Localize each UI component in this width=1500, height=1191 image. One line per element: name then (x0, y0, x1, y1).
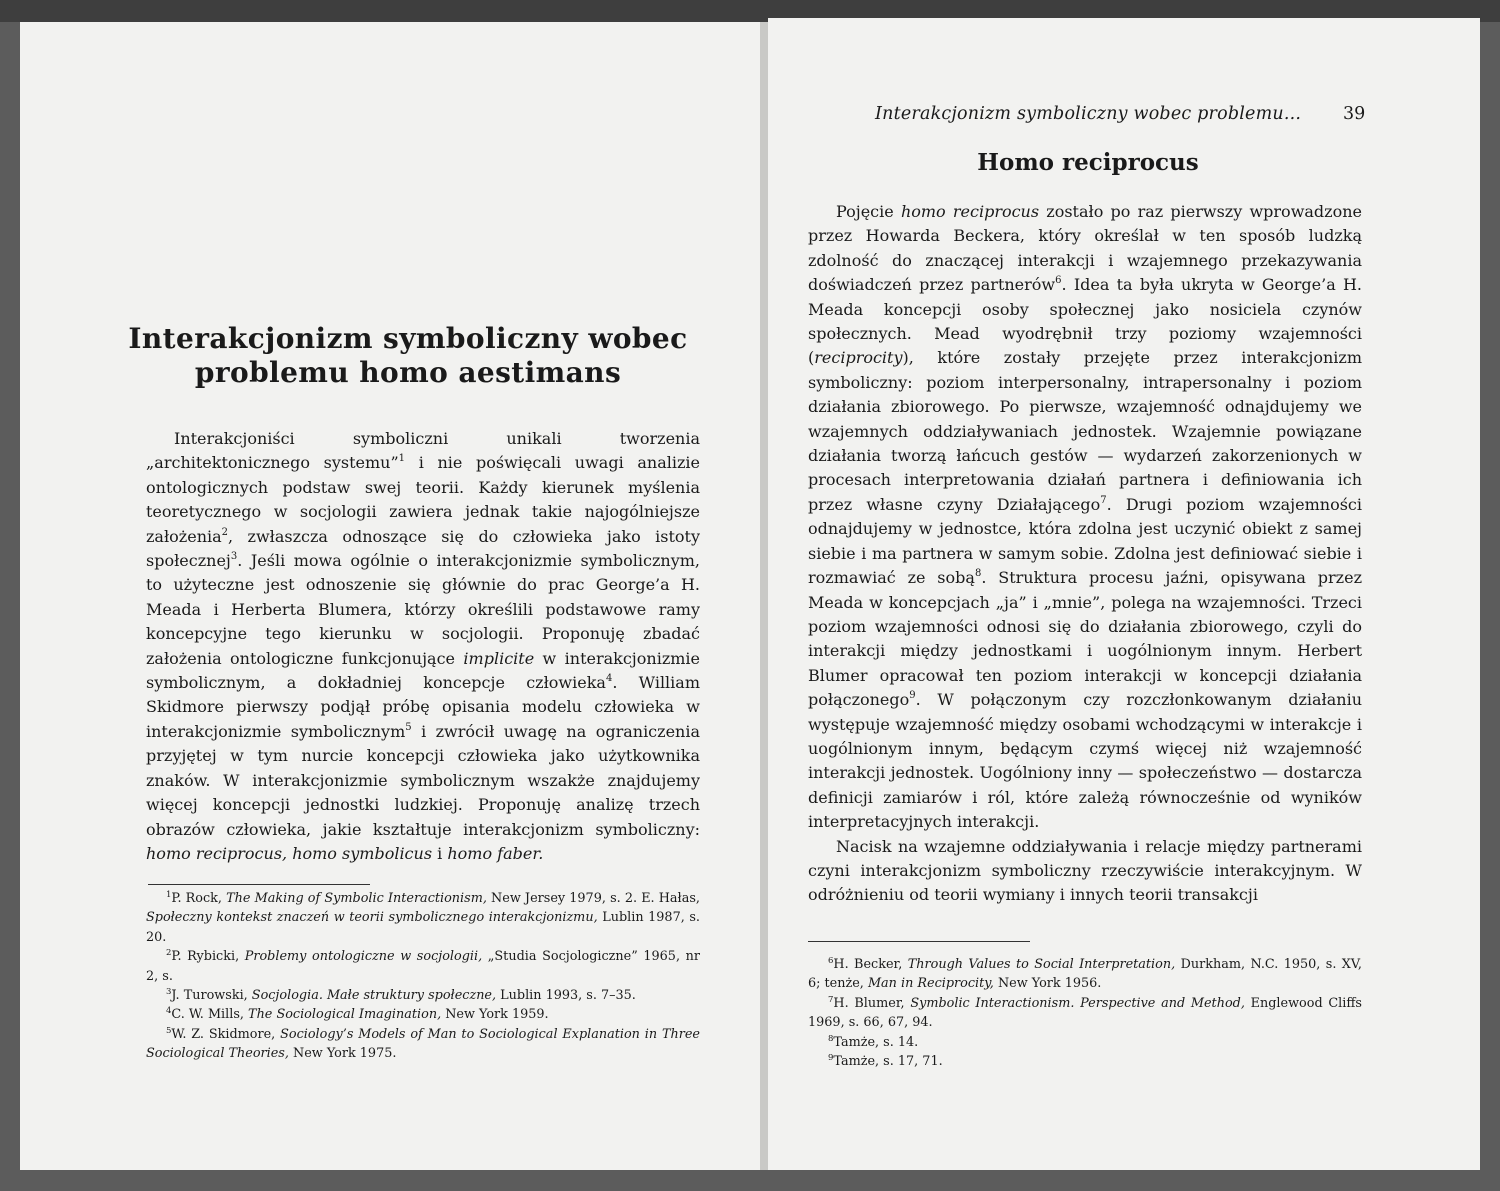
left-body-text (146, 427, 700, 866)
text-run: H. Blumer, (833, 995, 911, 1011)
text-run: Tamże, s. 17, 71. (833, 1054, 943, 1070)
text-run: Interakcjoniści symboliczni unikali tworzenia „architektonicznego systemu” (146, 429, 700, 473)
text-run: i zwrócił uwagę na ograniczenia przyjętej w tym nurcie koncepcji człowieka jako użytkownika znaków. W interakcjonizmie symbolicznym wszakże znajdujemy więcej koncepcji jednostki ludzkiej. Proponuję analizę trzech obrazów człowieka, jakie kształtuje interakcjonizm symboliczny: (146, 721, 700, 839)
footnote (808, 1052, 1362, 1071)
footnote-marker: 7 (1100, 494, 1107, 506)
italic-text: Problemy ontologiczne w socjologii, (244, 949, 483, 965)
footnote-marker: 2 (221, 526, 229, 538)
text-run: „Studia Socjologiczne” 1965, nr 2, s. (146, 949, 700, 984)
text-run: . W połączonym czy rozczłonkowanym działaniu występuje wzajemność między osobami wchodzącymi w interakcje i uogólnionym innym, będącym czymś więcej niż wzajemność interakcji jednostek. Uogólniony inny — społeczeństwo — dostarcza definicji zamiarów i ról, które zależą równocześnie od wyników interpretacyjnych interakcji. (808, 690, 1362, 832)
text-run: . Drugi poziom wzajemności odnajdujemy w jednostce, która zdolna jest uczynić obiekt z samej siebie i ma partnera w samym sobie. Zdolna jest definiować siebie i rozmawiać ze sobą (808, 494, 1363, 588)
text-run: i (432, 843, 448, 863)
text-run: W. Z. Skidmore, (171, 1026, 281, 1042)
text-run: Lublin 1993, s. 7–35. (496, 988, 636, 1004)
page-number: 39 (1343, 104, 1366, 124)
text-run: . Idea ta była ukryta w George’a H. Meada koncepcji osoby społecznej jako nosiciela czynów społecznych. Mead wyodrębnił trzy poziomy wzajemności ( (808, 275, 1363, 368)
paragraph (808, 835, 1362, 908)
footnote-marker: 3 (230, 551, 238, 563)
italic-text: Społeczny kontekst znaczeń w teorii symbolicznego interakcjonizmu, (146, 910, 598, 926)
text-run: C. W. Mills, (171, 1007, 249, 1023)
footnote-marker: 7 (828, 994, 834, 1005)
footnote (808, 994, 1362, 1033)
footnote (146, 986, 700, 1005)
footnote-marker: 2 (166, 948, 172, 959)
text-run: Pojęcie (836, 202, 901, 221)
footnote-marker: 6 (828, 956, 834, 966)
text-run: Tamże, s. 14. (833, 1034, 919, 1050)
text-run: . Jeśli mowa ogólnie o interakcjonizmie symbolicznym, to użyteczne jest odnoszenie się głównie do prac George’a H. Meada i Herberta Blumera, którzy określili podstawowe ramy koncepcyjne tego kierunku w socjologii. Proponuję zbadać założenia ontologiczne funkcjonujące (146, 551, 700, 668)
footnote-rule (148, 884, 370, 885)
footnote-marker: 4 (605, 673, 613, 685)
footnote-marker: 9 (828, 1053, 834, 1064)
text-run: . Struktura procesu jaźni, opisywana przez Meada w koncepcjach „ja” i „mnie”, polega na wzajemności. Trzeci poziom wzajemności odnosi się do działania zbiorowego, czyli do interakcji między jednostkami i uogólnionym innym. Herbert Blumer opracował ten poziom interakcji w koncepcji działania połączonego (808, 568, 1362, 710)
text-run: zostało po raz pierwszy wprowadzone przez Howarda Beckera, który określał w ten sposób ludzką zdolność do znaczącej interakcji i wzajemnego przekazywania doświadczeń przez partnerów (808, 202, 1363, 295)
italic-text: homo reciprocus (900, 202, 1040, 221)
footnote-marker: 5 (166, 1025, 172, 1036)
italic-text: The Making of Symbolic Interactionism, (226, 891, 487, 906)
chapter-title: Interakcjonizm symboliczny wobec problemu homo aestimans (128, 322, 688, 389)
text-run: P. Rybicki, (171, 949, 245, 965)
footnote-marker: 3 (166, 987, 172, 998)
footnote-marker: 4 (166, 1006, 172, 1017)
left-page (20, 22, 762, 1170)
right-footnotes (808, 955, 1362, 1071)
footnote-marker: 1 (166, 890, 172, 900)
footnote-marker: 9 (909, 690, 916, 702)
text-run: New Jersey 1979, s. 2. E. Hałas, (486, 891, 700, 906)
italic-text: The Sociological Imagination, (248, 1007, 442, 1023)
right-page (768, 18, 1480, 1170)
footnote-marker: 5 (405, 721, 412, 733)
footnote (146, 1005, 700, 1024)
italic-text: Socjologia. Małe struktury społeczne, (251, 988, 497, 1004)
italic-text: homo faber. (447, 843, 544, 863)
text-run: w interakcjonizmie symbolicznym, a dokładniej koncepcje człowieka (146, 648, 701, 693)
italic-text: Man in Reciprocity, (867, 976, 994, 992)
text-run: , zwłaszcza odnoszące się do człowieka jako istoty społecznej (146, 526, 700, 571)
left-footnotes (146, 889, 700, 1064)
text-run: New York 1959. (441, 1007, 549, 1023)
italic-text: homo reciprocus, homo symbolicus (146, 843, 433, 863)
footnote-marker: 8 (974, 568, 982, 580)
paragraph (808, 200, 1362, 835)
footnote (146, 947, 700, 986)
running-head: Interakcjonizm symboliczny wobec problemu... (875, 104, 1302, 124)
italic-text: reciprocity (814, 348, 903, 368)
text-run: . William Skidmore pierwszy podjął próbę opisania modelu człowieka w interakcjonizmie symbolicznym (146, 673, 701, 741)
footnote-marker: 6 (1055, 275, 1062, 287)
text-run: New York 1975. (288, 1046, 397, 1062)
paragraph (146, 427, 700, 866)
text-run: H. Becker, (833, 957, 908, 972)
italic-text: Sociology’s Models of Man to Sociological Explanation in Three Sociological Theories, (146, 1026, 700, 1062)
footnote (808, 1033, 1362, 1052)
text-run: Englewood Cliffs 1969, s. 66, 67, 94. (808, 995, 1362, 1031)
italic-text: implicite (463, 648, 535, 668)
text-run: P. Rock, (171, 891, 227, 906)
text-run: i nie poświęcali uwagi analizie ontologicznych podstaw swej teorii. Każdy kierunek myślenia teoretycznego w socjologii zawiera jednak takie najogólniejsze założenia (146, 453, 700, 546)
footnote-rule (808, 941, 1030, 942)
footnote (146, 889, 700, 947)
section-title: Homo reciprocus (977, 149, 1199, 176)
footnote (808, 955, 1362, 994)
footnote-marker: 8 (828, 1033, 834, 1044)
italic-text: Through Values to Social Interpretation, (907, 957, 1176, 972)
text-run: ), które zostały przejęte przez interakcjonizm symboliczny: poziom interpersonalny, intrapersonalny i poziom działania zbiorowego. Po pierwsze, wzajemność odnajdujemy we wzajemnych oddziaływaniach jednostek. Wzajemnie powiązane działania tworzą łańcuch gestów — wydarzeń zakorzenionych w procesach interpretowania działań partnera i definiowania ich przez własne czyny Działającego (808, 348, 1362, 514)
footnote (146, 1025, 700, 1064)
text-run: Durkham, N.C. 1950, s. XV, 6; tenże, (808, 957, 1362, 992)
text-run: New York 1956. (993, 976, 1102, 992)
footnote-marker: 1 (398, 453, 406, 465)
text-run: Nacisk na wzajemne oddziaływania i relacje między partnerami czyni interakcjonizm symboliczny rzeczywiście interakcyjnym. W odróżnieniu od teorii wymiany i innych teorii transakcji (808, 836, 1362, 905)
right-body-text (808, 200, 1362, 908)
text-run: Lublin 1987, s. 20. (146, 910, 700, 945)
italic-text: Symbolic Interactionism. Perspective and Method, (910, 995, 1245, 1011)
text-run: J. Turowski, (171, 988, 252, 1004)
